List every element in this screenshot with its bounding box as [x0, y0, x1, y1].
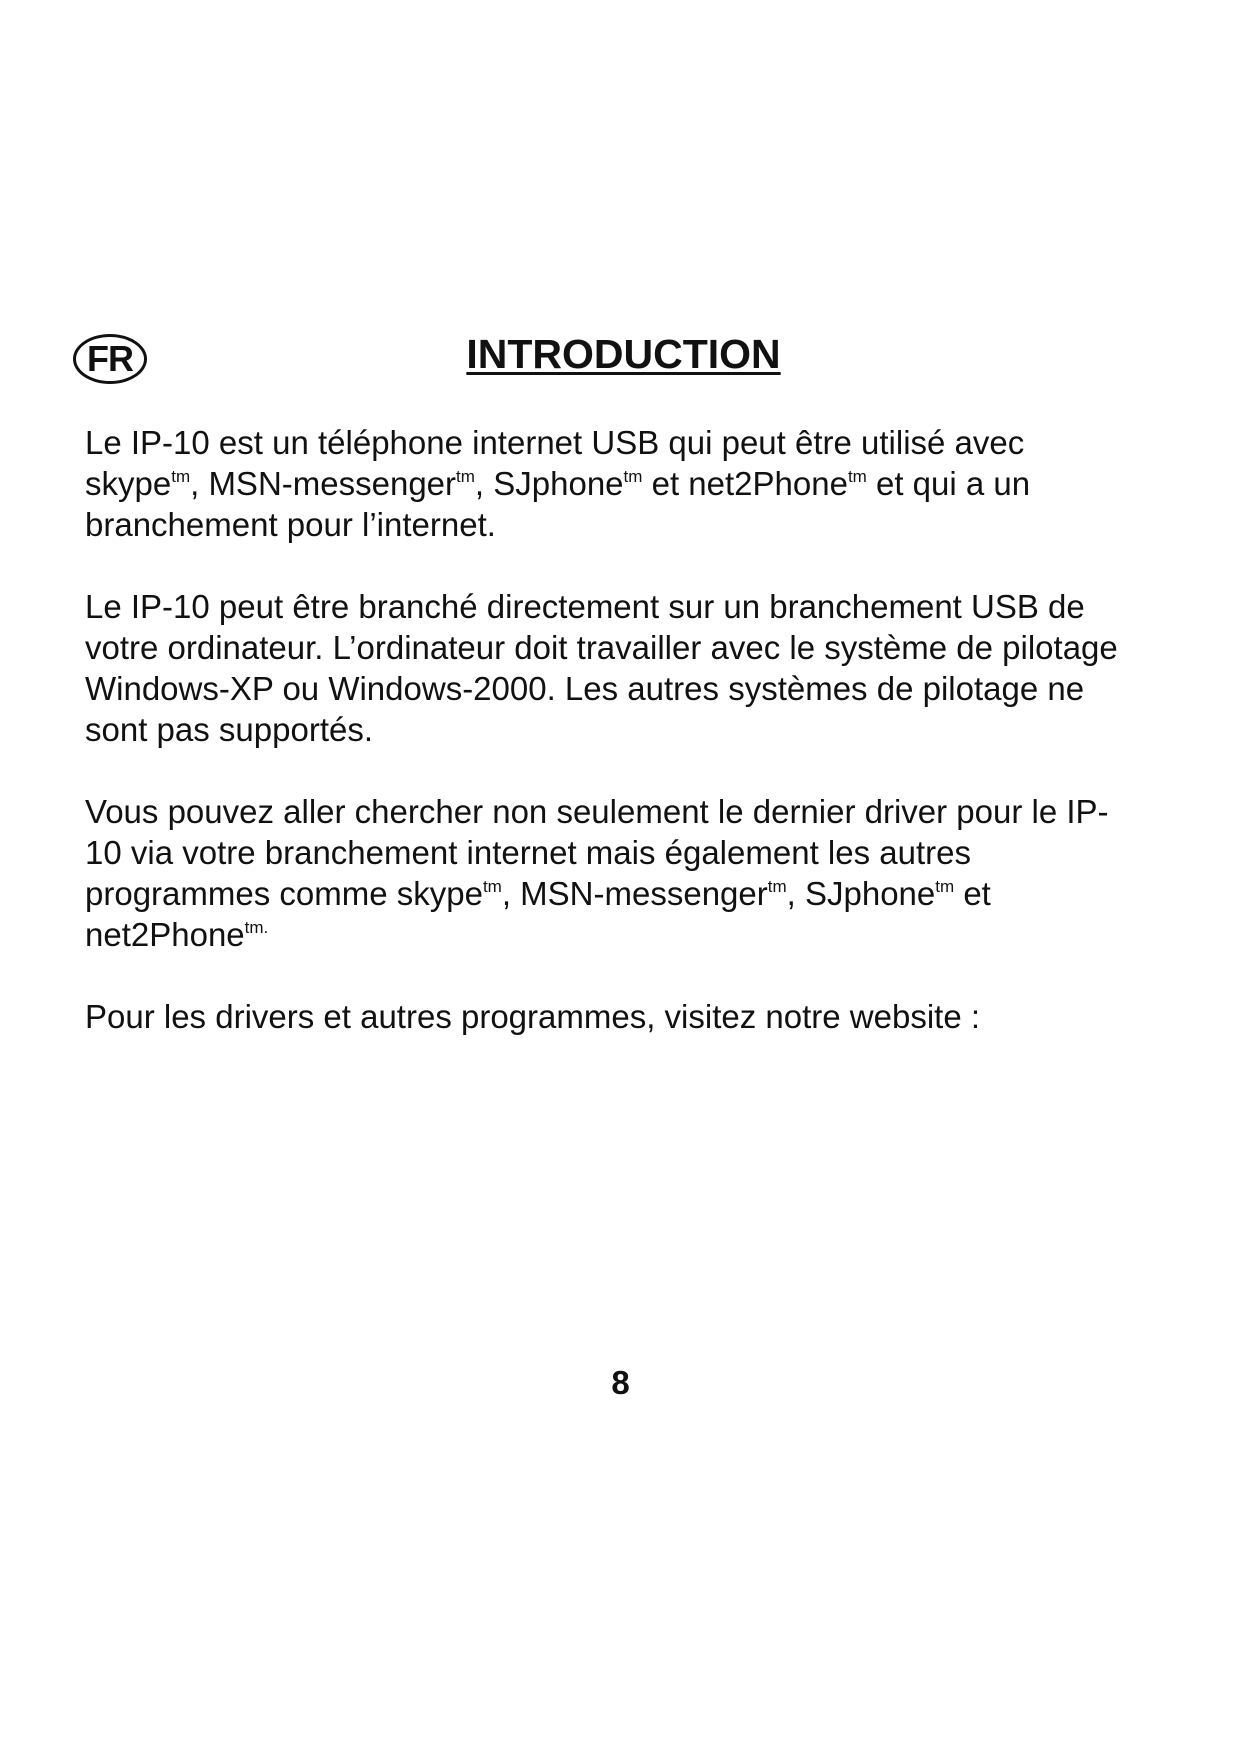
paragraph-connection: Le IP-10 peut être branché directement sur un branchement USB de votre ordinateur. L’ordinateur doit travailler avec le système de pilotage Windows-XP ou Windows-2000. Les autres systèmes de pilotage ne sont pas supportés. [85, 588, 1118, 748]
downloads-text-4: et net2Phone [85, 875, 991, 953]
intro-text-5: et qui a un branchement pour l’internet. [85, 465, 1031, 543]
language-badge-fr: FR [73, 334, 147, 384]
trademark-mark: tm [767, 877, 787, 896]
page-title: INTRODUCTION [466, 331, 781, 377]
trademark-mark: tm [623, 467, 643, 486]
trademark-mark: tm [171, 467, 191, 486]
trademark-mark: tm [456, 467, 475, 486]
intro-text-3: , SJphone [474, 465, 624, 502]
body-text [85, 422, 1135, 1078]
trademark-mark: tm [482, 877, 502, 896]
intro-text-1: Le IP-10 est un téléphone internet USB qui peut être utilisé avec skype [85, 424, 1025, 502]
page-number: 8 [611, 1364, 630, 1401]
trademark-mark: tm [847, 467, 867, 486]
intro-text-2: , MSN-messenger [190, 465, 457, 502]
paragraph-intro [85, 422, 1135, 545]
downloads-text-2: , MSN-messenger [501, 875, 768, 912]
trademark-mark: tm [935, 877, 955, 896]
paragraph-downloads [85, 791, 1135, 955]
downloads-text-1: Vous pouvez aller chercher non seulement le dernier driver pour le IP-10 via votre branchement internet mais également les autres programmes comme skype [85, 793, 1109, 912]
intro-text-4: et net2Phone [642, 465, 848, 502]
trademark-mark: tm. [244, 918, 269, 937]
downloads-text-3: , SJphone [786, 875, 936, 912]
paragraph-website: Pour les drivers et autres programmes, visitez notre website : [85, 998, 981, 1035]
